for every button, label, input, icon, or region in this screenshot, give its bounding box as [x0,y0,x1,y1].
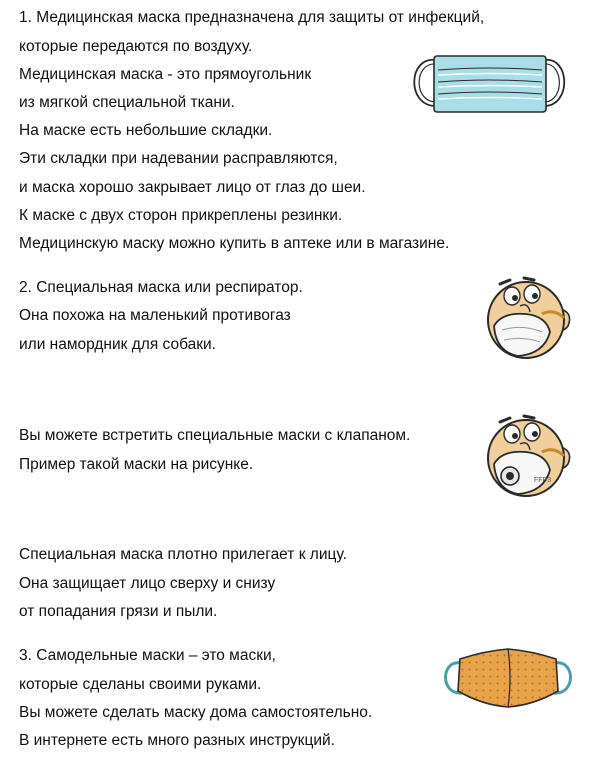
homemade-mask-icon [438,645,578,711]
text-line: Она защищает лицо сверху и снизу [19,575,276,592]
respirator-face-icon [480,268,576,364]
text-line: Вы можете встретить специальные маски с клапаном. [19,427,411,444]
valve-respirator-face-icon [480,404,576,502]
text-line: из мягкой специальной ткани. [19,94,235,111]
text-line: 3. Самодельные маски – это маски, [19,647,276,664]
text-line: В интернете есть много разных инструкций. [19,732,335,749]
text-line: 1. Медицинская маска предназначена для защиты от инфекций, [19,9,485,26]
text-line: На маске есть небольшие складки. [19,122,273,139]
text-line: К маске с двух сторон прикреплены резинки. [19,207,343,224]
text-line: 2. Специальная маска или респиратор. [19,279,303,296]
text-line: или намордник для собаки. [19,336,216,353]
text-line: которые передаются по воздуху. [19,38,253,55]
text-line: Она похожа на маленький противогаз [19,307,291,324]
text-line: и маска хорошо закрывает лицо от глаз до шеи. [19,179,366,196]
text-line: Эти складки при надевании расправляются, [19,150,338,167]
text-line: Вы можете сделать маску дома самостоятельно. [19,704,373,721]
text-line: Медицинская маска - это прямоугольник [19,66,312,83]
text-line: которые сделаны своими руками. [19,676,262,693]
text-line: Пример такой маски на рисунке. [19,456,254,473]
text-line: Специальная маска плотно прилегает к лицу. [19,546,347,563]
text-line: Медицинскую маску можно купить в аптеке или в магазине. [19,235,450,252]
text-line: от попадания грязи и пыли. [19,603,218,620]
mask-label: FFP3 [534,477,552,484]
medical-mask-icon [404,48,572,120]
